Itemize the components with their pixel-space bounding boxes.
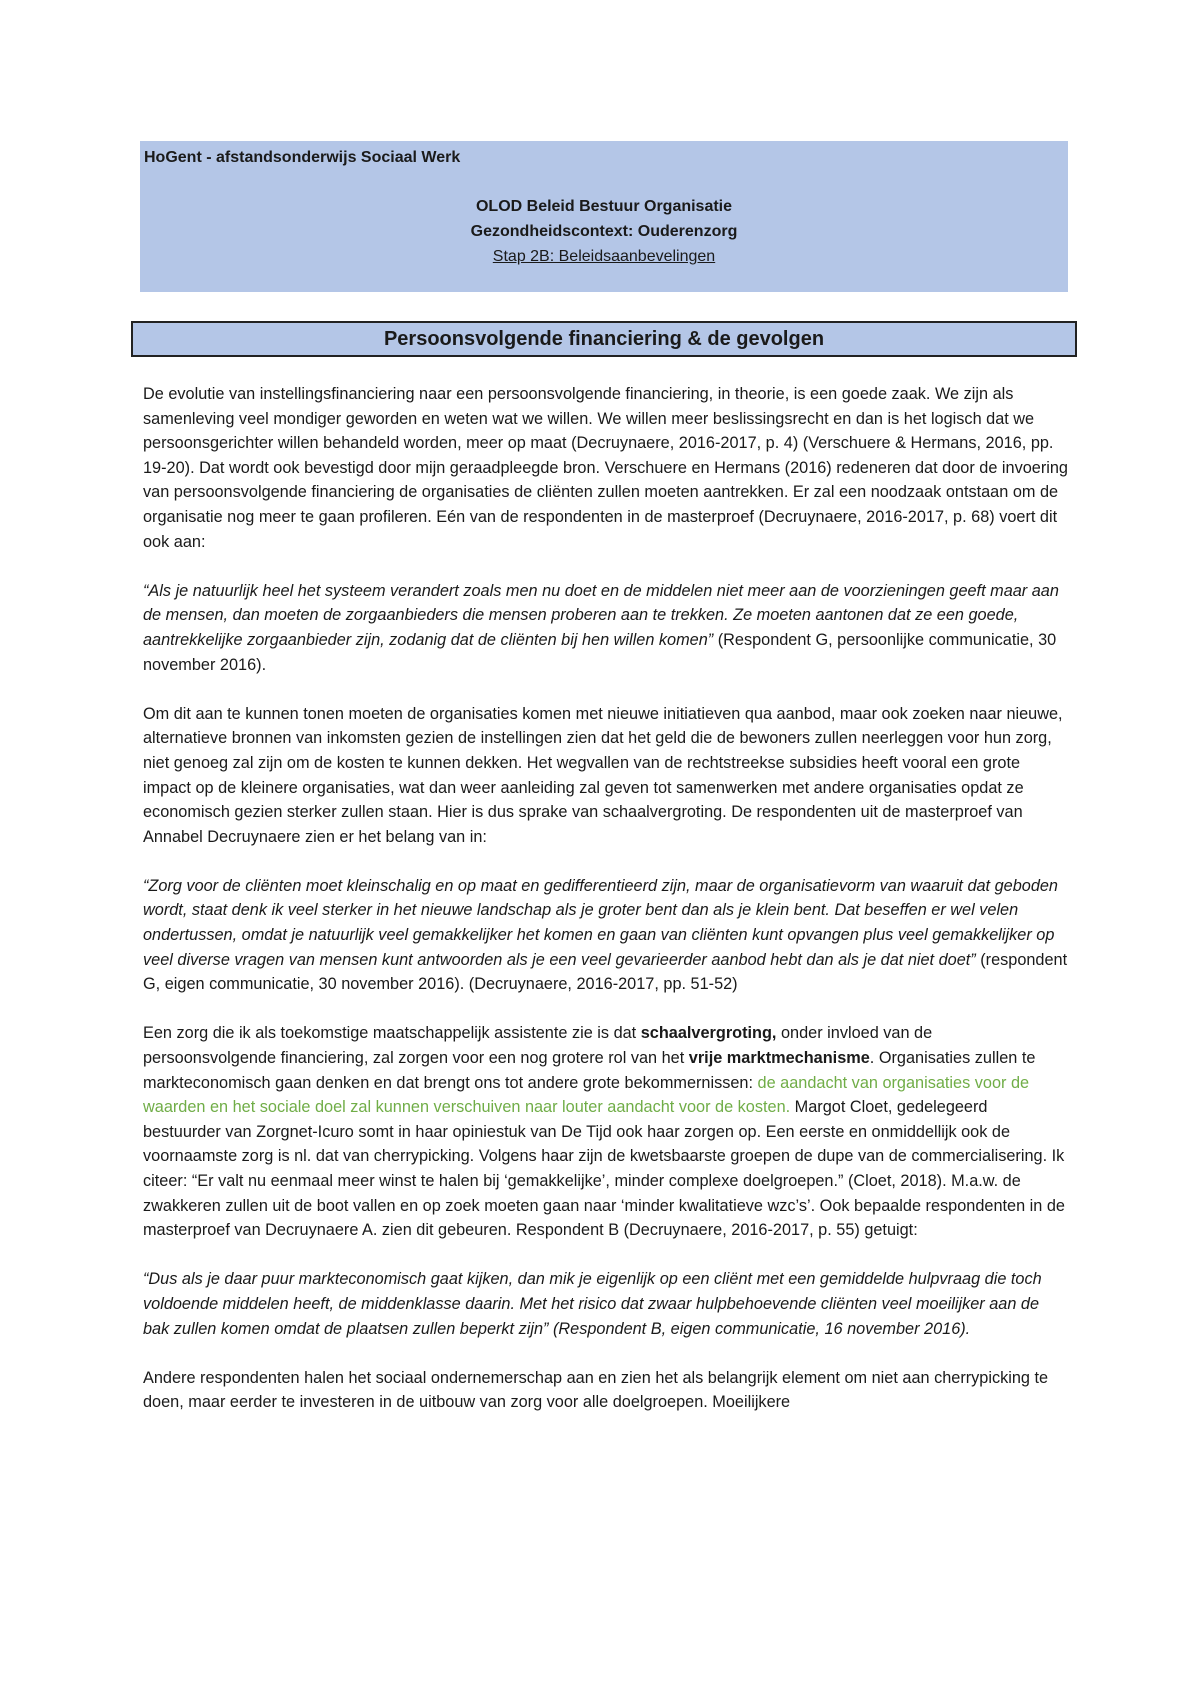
institution-name: HoGent - afstandsonderwijs Sociaal Werk [144,149,461,166]
paragraph-3-part-d: Margot Cloet, gedelegeerd bestuurder van Zorgnet-Icuro somt in haar opiniestuk van De Tijd ook haar zorgen op. Een eerste en onmiddellijk ook de voornaamste zorg is nl. dat van cherrypicking. Volgens haar zijn de kwetsbaarste groepen de dupe van de commercialisering. Ik citeer: “Er valt nu eenmaal meer winst te halen bij ‘gemakkelijke’, minder complexe doelgroepen.” (Cloet, 2018). M.a.w. de zwakkeren zullen uit de boot vallen en op zoek moeten gaan naar ‘minder kwalitatieve wzc’s’. Ook bepaalde respondenten in de masterproef van Decruynaere A. zien dit gebeuren. Respondent B (Decruynaere, 2016-2017, p. 55) getuigt: [143,1098,1065,1240]
keyword-vrije-marktmechanisme: vrije marktmechanisme [688,1049,870,1068]
paragraph-2: Om dit aan te kunnen tonen moeten de organisaties komen met nieuwe initiatieven qua aanbod, maar ook zoeken naar nieuwe, alternatieve bronnen van inkomsten gezien de instellingen zien dat het geld die de bewoners zullen neerleggen voor hun zorg, niet genoeg zal zijn om de kosten te kunnen dekken. Het wegvallen van de rechtstreekse subsidies heeft vooral een grote impact op de kleinere organisaties, wat dan weer aanleiding zal geven tot samenwerken met andere organisaties opdat ze economisch gezien sterker zullen staan. Hier is dus sprake van schaalvergroting. De respondenten uit de masterproef van Annabel Decruynaere zien er het belang van in: [143,704,1063,846]
quote-3: “Dus als je daar puur markteconomisch gaat kijken, dan mik je eigenlijk op een cliënt met een gemiddelde hulpvraag die toch voldoende middelen heeft, de middenklasse daarin. Met het risico dat zwaar hulpbehoevende cliënten veel moeilijker aan de bak zullen komen omdat de plaatsen zullen beperkt zijn” (Respondent B, eigen communicatie, 16 november 2016). [143,1270,1042,1338]
body-text [143,382,1068,1440]
paragraph-4: Andere respondenten halen het sociaal ondernemerschap aan en zien het als belangrijk element om niet aan cherrypicking te doen, maar eerder te investeren in de uitbouw van zorg voor alle doelgroepen. Moeilijkere [143,1368,1049,1412]
quote-1-citation: (Respondent G, persoonlijke communicatie, 30 november 2016). [143,630,1057,674]
paragraph-3-part-a: Een zorg die ik als toekomstige maatschappelijk assistente zie is dat [143,1024,641,1043]
step-name: Stap 2B: Beleidsaanbevelingen [492,248,716,265]
green-highlight: de aandacht van organisaties voor de waarden en het sociale doel zal kunnen verschuiven naar louter aandacht voor de kosten. [143,1073,1030,1117]
quote-1-text: “Als je natuurlijk heel het systeem verandert zoals men nu doet en de middelen niet meer aan de voorzieningen geeft maar aan de mensen, dan moeten de zorgaanbieders die mensen proberen aan te trekken. Ze moeten aantonen dat ze een goede, aantrekkelijke zorgaanbieder zijn, zodanig dat de cliënten bij hen willen komen” [143,581,1059,649]
keyword-schaalvergroting: schaalvergroting, [640,1024,777,1043]
quote-2-citation: (respondent G, eigen communicatie, 30 november 2016). (Decruynaere, 2016-2017, pp. 51-52) [143,950,1068,994]
paragraph-3-part-b: onder invloed van de persoonsvolgende financiering, zal zorgen voor een nog grotere rol van het [143,1024,933,1068]
context-name: Gezondheidscontext: Ouderenzorg [470,223,738,240]
paragraph-3-part-c: . Organisaties zullen te markteconomisch gaan denken en dat brengt ons tot andere grote bekommernissen: [143,1049,1036,1092]
course-name: OLOD Beleid Bestuur Organisatie [475,198,733,215]
paragraph-1: De evolutie van instellingsfinanciering naar een persoonsvolgende financiering, in theorie, is een goede zaak. We zijn als samenleving veel mondiger geworden en weten wat we willen. We willen meer beslissingsrecht en dan is het logisch dat we persoonsgerichter willen behandeld worden, meer op maat (Decruynaere, 2016-2017, p. 4) (Verschuere & Hermans, 2016, pp. 19-20). Dat wordt ook bevestigd door mijn geraadpleegde bron. Verschuere en Hermans (2016) redeneren dat door de invoering van persoonsvolgende financiering de organisaties de cliënten zullen moeten aantrekken. Er zal een noodzaak ontstaan om de organisatie nog meer te gaan profileren. Eén van de respondenten in de masterproef (Decruynaere, 2016-2017, p. 68) voert dit ook aan: [143,385,1068,551]
quote-2-text: “Zorg voor de cliënten moet kleinschalig en op maat en gedifferentieerd zijn, maar de organisatievorm van waaruit dat geboden wordt, staat denk ik veel sterker in het nieuwe landschap als je groter bent dan als je klein bent. Dat beseffen er wel velen ondertussen, omdat je natuurlijk veel gemakkelijker het komen en gaan van cliënten kunt opvangen plus veel gemakkelijker op veel diverse vragen van mensen kunt antwoorden als je een veel gevarieerder aanbod hebt dan als je dat niet doet” [143,876,1058,969]
quote-1 [143,579,1068,677]
section-title: Persoonsvolgende financiering & de gevolgen [131,321,1077,357]
paragraph-3 [143,1021,1068,1242]
header-box [140,141,1068,292]
quote-2 [143,874,1068,997]
